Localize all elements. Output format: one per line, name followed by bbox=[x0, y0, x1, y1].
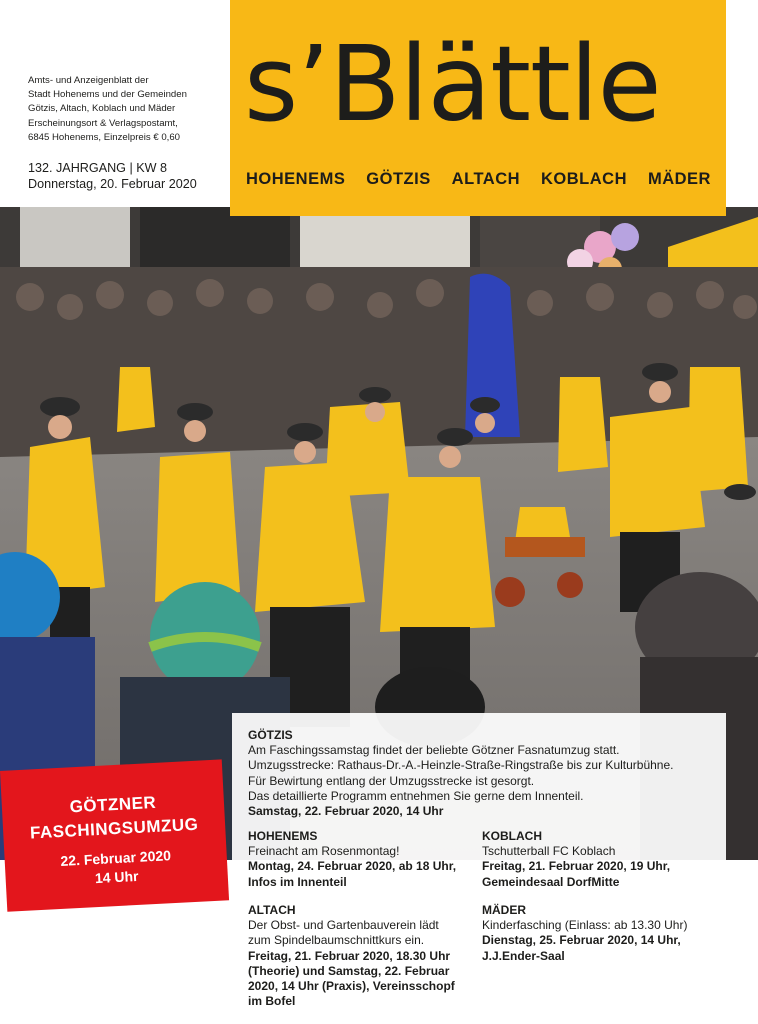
event-text: Freinacht am Rosenmontag! bbox=[248, 844, 400, 859]
issue-info bbox=[28, 160, 228, 192]
event-when: 2020, 14 Uhr (Praxis), Vereinsschopf bbox=[248, 979, 455, 994]
imprint-line: Erscheinungsort & Verlagspostamt, bbox=[28, 117, 178, 129]
masthead-title-box bbox=[230, 0, 726, 216]
event-when: (Theorie) und Samstag, 22. Februar bbox=[248, 963, 450, 978]
banner-title-line: FASCHINGSUMZUG bbox=[29, 814, 199, 843]
event-goetzis bbox=[248, 728, 718, 819]
newspaper-title: s’Blättle bbox=[244, 23, 661, 145]
event-heading: ALTACH bbox=[248, 903, 296, 917]
event-text: Für Bewirtung entlang der Umzugsstrecke ist gesorgt. bbox=[248, 773, 535, 788]
event-when: Freitag, 21. Februar 2020, 19 Uhr, bbox=[482, 859, 671, 874]
town-altach: ALTACH bbox=[451, 170, 521, 188]
event-text: Kinderfasching (Einlass: ab 13.30 Uhr) bbox=[482, 918, 688, 933]
event-heading: GÖTZIS bbox=[248, 728, 293, 742]
event-text: Am Faschingssamstag findet der beliebte Götzner Fasnatumzug statt. bbox=[248, 743, 620, 758]
event-heading: HOHENEMS bbox=[248, 829, 318, 843]
event-text: Umzugsstrecke: Rathaus-Dr.-A.-Heinzle-Straße-Ringstraße bis zur Kulturbühne. bbox=[248, 758, 674, 773]
issue-number: 132. JAHRGANG | KW 8 bbox=[28, 161, 168, 175]
event-when: Freitag, 21. Februar 2020, 18.30 Uhr bbox=[248, 948, 451, 963]
banner-date-line: 22. Februar 2020 bbox=[60, 847, 172, 869]
town-koblach: KOBLACH bbox=[541, 170, 627, 188]
imprint-line: Götzis, Altach, Koblach und Mäder bbox=[28, 103, 176, 115]
banner-date bbox=[4, 843, 228, 893]
imprint-block bbox=[28, 74, 228, 145]
event-when: Dienstag, 25. Februar 2020, 14 Uhr, bbox=[482, 933, 681, 948]
issue-date: Donnerstag, 20. Februar 2020 bbox=[28, 177, 197, 191]
parade-banner bbox=[0, 759, 229, 911]
towns-list bbox=[246, 170, 711, 189]
event-text: Das detaillierte Programm entnehmen Sie gerne dem Innenteil. bbox=[248, 788, 584, 803]
event-text: Der Obst- und Gartenbauverein lädt bbox=[248, 918, 439, 933]
event-text: Tschutterball FC Koblach bbox=[482, 844, 616, 859]
event-when: Samstag, 22. Februar 2020, 14 Uhr bbox=[248, 804, 444, 819]
event-when: Montag, 24. Februar 2020, ab 18 Uhr, bbox=[248, 859, 457, 874]
event-when: J.J.Ender-Saal bbox=[482, 948, 565, 963]
imprint-line: Stadt Hohenems und der Gemeinden bbox=[28, 89, 187, 101]
events-panel bbox=[232, 713, 726, 1024]
town-maeder: MÄDER bbox=[647, 170, 711, 188]
banner-time-line: 14 Uhr bbox=[94, 867, 139, 887]
event-maeder bbox=[482, 903, 722, 964]
banner-title-line: GÖTZNER bbox=[69, 792, 157, 817]
event-hohenems bbox=[248, 829, 470, 890]
event-koblach bbox=[482, 829, 722, 890]
event-altach bbox=[248, 903, 470, 1009]
event-when: Infos im Innenteil bbox=[248, 874, 347, 889]
town-hohenems: HOHENEMS bbox=[246, 170, 346, 188]
event-when: Gemeindesaal DorfMitte bbox=[482, 874, 620, 889]
event-when: im Bofel bbox=[248, 994, 296, 1009]
town-goetzis: GÖTZIS bbox=[366, 170, 431, 188]
event-heading: MÄDER bbox=[482, 903, 526, 917]
event-text: zum Spindelbaumschnittkurs ein. bbox=[248, 933, 425, 948]
banner-title bbox=[1, 787, 225, 847]
imprint-line: Amts- und Anzeigenblatt der bbox=[28, 75, 149, 86]
imprint-line: 6845 Hohenems, Einzelpreis € 0,60 bbox=[28, 131, 180, 143]
event-heading: KOBLACH bbox=[482, 829, 542, 843]
